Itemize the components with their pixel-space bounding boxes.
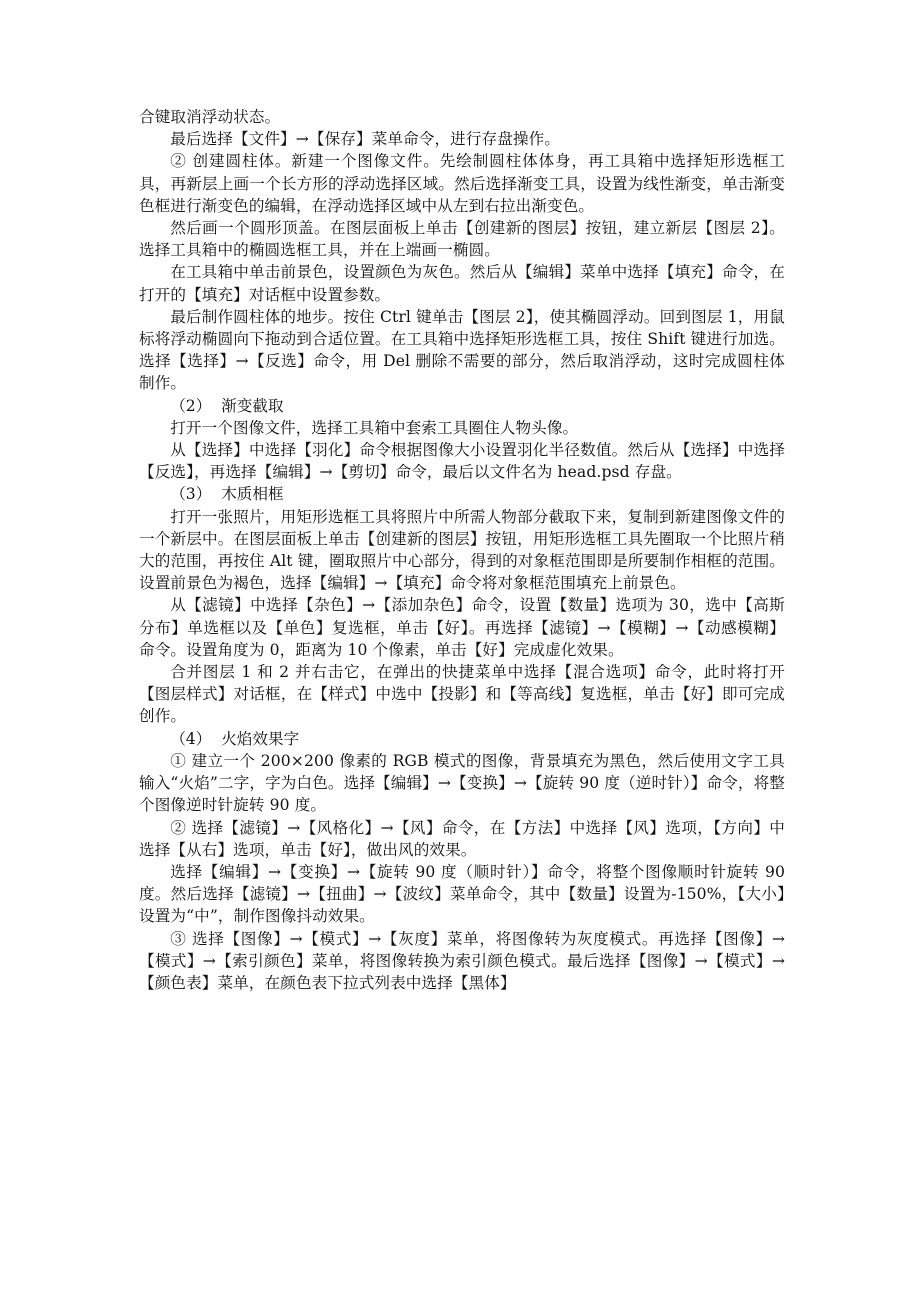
- paragraph-cylinder-body: ② 创建圆柱体。新建一个图像文件。先绘制圆柱体体身，再工具箱中选择矩形选框工具，再新层上画一个长方形的浮动选择区域。然后选择渐变工具，设置为线性渐变，单击渐变色框进行渐变色的编辑，在浮动选择区域中从左到右拉出渐变色。: [139, 152, 785, 215]
- paragraph-wood-frame-3: 合并图层 1 和 2 并右击它，在弹出的快捷菜单中选择【混合选项】命令，此时将打开【图层样式】对话框，在【样式】中选中【投影】和【等高线】复选框，单击【好】即可完成创作。: [139, 663, 785, 726]
- section-heading-flame-text: （4） 火焰效果字: [170, 729, 300, 748]
- paragraph-flame-rotate: 选择【编辑】→【变换】→【旋转 90 度（顺时针）】命令，将整个图像顺时针旋转 90 度。然后选择【滤镜】→【扭曲】→【波纹】菜单命令，其中【数量】设置为-150%，【大小】设置为“中”，制作图像抖动效果。: [139, 862, 785, 926]
- paragraph-flame-step-3: ③ 选择【图像】→【模式】→【灰度】菜单，将图像转为灰度模式。再选择【图像】→【模式】→【索引颜色】菜单，将图像转换为索引颜色模式。最后选择【图像】→【模式】→【颜色表】菜单，在颜色表下拉式列表中选择【黑体】: [139, 929, 785, 992]
- paragraph-gradient-crop-2: 从【选择】中选择【羽化】命令根据图像大小设置羽化半径数值。然后从【选择】中选择【反选】，再选择【编辑】→【剪切】命令，最后以文件名为 head.psd 存盘。: [139, 441, 785, 482]
- section-heading-wood-frame: （3） 木质相框: [170, 485, 284, 504]
- paragraph-continuation: 合键取消浮动状态。: [139, 108, 281, 126]
- document-body: [139, 106, 785, 994]
- paragraph-cylinder-top: 然后画一个圆形顶盖。在图层面板上单击【创建新的图层】按钮，建立新层【图层 2】。选择工具箱中的椭圆选框工具，并在上端画一椭圆。: [139, 219, 785, 260]
- paragraph-save-step: 最后选择【文件】→【保存】菜单命令，进行存盘操作。: [170, 130, 561, 149]
- section-heading-gradient-crop: （2） 渐变截取: [170, 396, 284, 415]
- paragraph-wood-frame-2: 从【滤镜】中选择【杂色】→【添加杂色】命令，设置【数量】选项为 30，选中【高斯分布】单选框以及【单色】复选框，单击【好】。再选择【滤镜】→【模糊】→【动感模糊】命令。设置角度为 0，距离为 10 个像素，单击【好】完成虚化效果。: [139, 596, 785, 659]
- paragraph-flame-step-1: ① 建立一个 200×200 像素的 RGB 模式的图像，背景填充为黑色，然后使用文字工具输入“火焰”二字，字为白色。选择【编辑】→【变换】→【旋转 90 度（逆时针）】命令，将整个图像逆时针旋转 90 度。: [139, 751, 785, 815]
- paragraph-cylinder-fill: 在工具箱中单击前景色，设置颜色为灰色。然后从【编辑】菜单中选择【填充】命令，在打开的【填充】对话框中设置参数。: [139, 263, 785, 304]
- paragraph-gradient-crop-1: 打开一个图像文件，选择工具箱中套索工具圈住人物头像。: [170, 418, 579, 437]
- paragraph-wood-frame-1: 打开一张照片，用矩形选框工具将照片中所需人物部分截取下来，复制到新建图像文件的一个新层中。在图层面板上单击【创建新的图层】按钮，用矩形选框工具先圈取一个比照片稍大的范围，再按住 Alt 键，圈取照片中心部分，得到的对象框范围即是所要制作相框的范围。设置前景色为褐色，选择【编辑】→【填充】命令将对象框范围填充上前景色。: [139, 507, 785, 593]
- paragraph-flame-step-2: ② 选择【滤镜】→【风格化】→【风】命令，在【方法】中选择【风】选项，【方向】中选择【从右】选项，单击【好】，做出风的效果。: [139, 818, 785, 859]
- paragraph-cylinder-bottom: 最后制作圆柱体的地步。按住 Ctrl 键单击【图层 2】，使其椭圆浮动。回到图层 1，用鼠标将浮动椭圆向下拖动到合适位置。在工具箱中选择矩形选框工具，按住 Shift 键进行加选。选择【选择】→【反选】命令，用 Del 删除不需要的部分，然后取消浮动，这时完成圆柱体制作。: [139, 307, 785, 393]
